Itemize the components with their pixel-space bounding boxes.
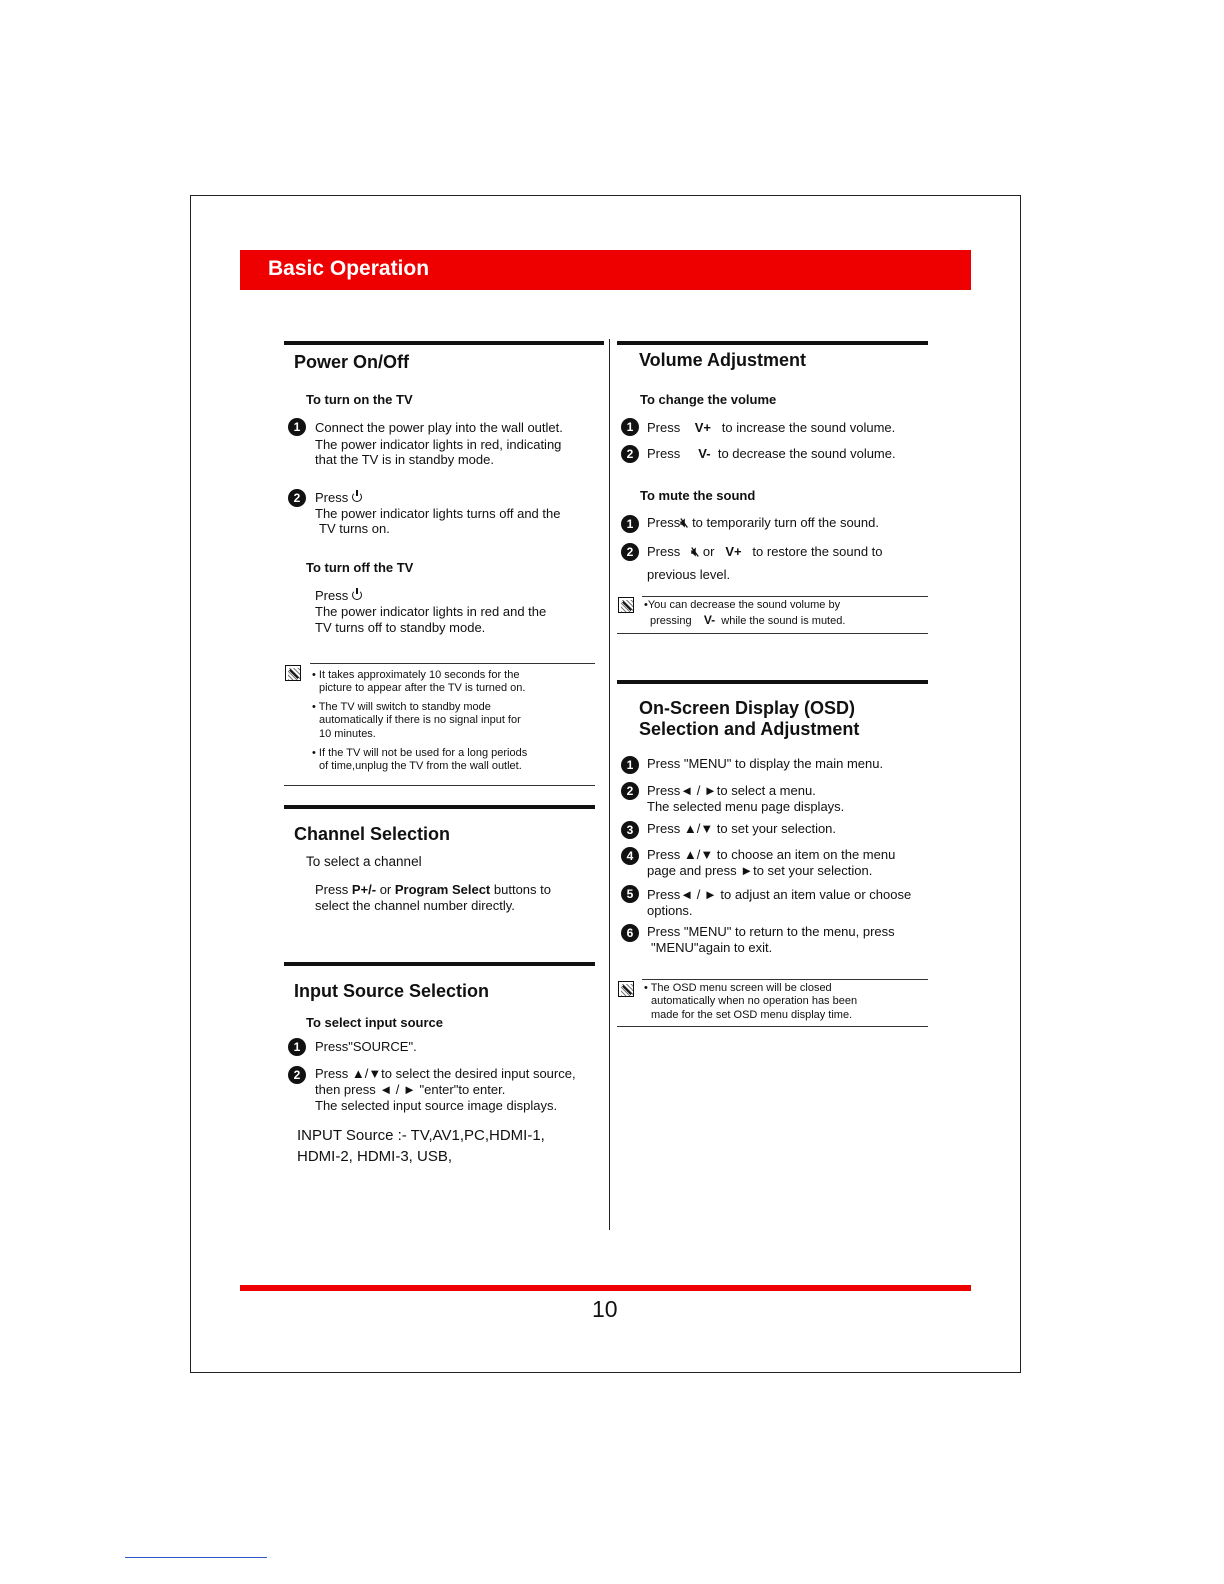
- osd-title-line1: On-Screen Display (OSD): [639, 698, 856, 718]
- v-minus-key: V-: [698, 446, 711, 461]
- mute-icon: 🔇︎: [680, 515, 689, 530]
- input-step2-line3: The selected input source image displays.: [315, 1098, 558, 1113]
- osd-step2-line2: The selected menu page displays.: [647, 799, 845, 814]
- osd-step5-line2: options.: [647, 903, 693, 918]
- note-rule-bottom: [617, 1026, 928, 1027]
- page-number: 10: [592, 1296, 618, 1322]
- mute-step1: Press🔇︎ to temporarily turn off the sound.: [647, 515, 879, 530]
- channel-line1: Press P+/- or Program Select buttons to: [315, 882, 551, 897]
- osd-note-line3: made for the set OSD menu display time.: [651, 1009, 853, 1021]
- channel-subtitle: To select a channel: [306, 854, 422, 869]
- input-step2-line1: Press ▲/▼to select the desired input source,: [315, 1066, 576, 1081]
- input-title: Input Source Selection: [294, 981, 490, 1001]
- step-number-2: 2: [288, 489, 306, 507]
- input-sources-line2: HDMI-2, HDMI-3, USB,: [297, 1148, 453, 1165]
- input-step1: Press"SOURCE".: [315, 1039, 417, 1054]
- power-note2-line3: 10 minutes.: [319, 728, 376, 740]
- step-number-1: 1: [288, 418, 306, 436]
- v-minus-key: V-: [703, 613, 716, 627]
- v-plus-key: V+: [725, 544, 742, 559]
- osd-step4-line1: Press ▲/▼ to choose an item on the menu: [647, 847, 896, 862]
- power-title: Power On/Off: [294, 352, 410, 372]
- step-number-1: 1: [621, 756, 639, 774]
- input-step2-line2: then press ◄ / ► "enter"to enter.: [315, 1082, 506, 1097]
- v-plus-key: V+: [694, 420, 711, 435]
- volume-change-subtitle: To change the volume: [640, 392, 777, 407]
- step-number-2: 2: [621, 445, 639, 463]
- osd-step1: Press "MENU" to display the main menu.: [647, 756, 884, 771]
- step-number-1: 1: [288, 1038, 306, 1056]
- power-note1-line1: • It takes approximately 10 seconds for the: [312, 669, 520, 681]
- power-rule: [284, 341, 604, 345]
- power-on-step2-line2: The power indicator lights turns off and the: [315, 506, 561, 521]
- volume-rule: [617, 341, 928, 345]
- step-number-1: 1: [621, 418, 639, 436]
- input-rule: [284, 962, 595, 966]
- channel-line2: select the channel number directly.: [315, 898, 515, 913]
- power-off-line3: TV turns off to standby mode.: [315, 620, 486, 635]
- section-banner: [240, 250, 971, 290]
- footer-link-underline: [125, 1557, 267, 1558]
- note-pencil-icon: [618, 597, 634, 613]
- power-on-step2-press: Press: [315, 490, 363, 506]
- power-off-line2: The power indicator lights in red and the: [315, 604, 547, 619]
- channel-title: Channel Selection: [294, 824, 451, 844]
- power-on-step2-line3: TV turns on.: [319, 521, 390, 536]
- volume-title: Volume Adjustment: [639, 350, 807, 370]
- step-number-2: 2: [621, 543, 639, 561]
- power-on-subtitle: To turn on the TV: [306, 392, 413, 407]
- volume-note-line1: •You can decrease the sound volume by: [644, 599, 841, 611]
- mute-icon: 🔇︎: [691, 544, 700, 559]
- program-select-key: Program Select: [394, 882, 491, 897]
- power-off-subtitle: To turn off the TV: [306, 560, 414, 575]
- step-number-6: 6: [621, 924, 639, 942]
- step-number-2: 2: [621, 782, 639, 800]
- input-subtitle: To select input source: [306, 1015, 444, 1030]
- note-pencil-icon: [285, 665, 301, 681]
- power-on-step1-line3: that the TV is in standby mode.: [315, 452, 494, 467]
- osd-step2-line1: Press◄ / ►to select a menu.: [647, 783, 816, 798]
- banner-title: Basic Operation: [268, 257, 430, 280]
- step-number-5: 5: [621, 885, 639, 903]
- osd-step5-line1: Press◄ / ► to adjust an item value or choose: [647, 887, 912, 902]
- power-note3-line2: of time,unplug the TV from the wall outlet.: [319, 760, 522, 772]
- volume-note-line2: pressing V- while the sound is muted.: [650, 613, 846, 627]
- step-number-2: 2: [288, 1066, 306, 1084]
- footer-bar: [240, 1285, 971, 1291]
- power-note2-line1: • The TV will switch to standby mode: [312, 701, 491, 713]
- osd-step3: Press ▲/▼ to set your selection.: [647, 821, 837, 836]
- note-rule-top: [642, 596, 928, 597]
- note-rule-bottom: [284, 785, 595, 786]
- note-rule-top: [642, 979, 928, 980]
- power-icon: [351, 491, 363, 503]
- osd-note-line1: • The OSD menu screen will be closed: [644, 982, 832, 994]
- volume-step2: Press V- to decrease the sound volume.: [647, 446, 896, 461]
- power-note3-line1: • If the TV will not be used for a long periods: [312, 747, 528, 759]
- step-number-3: 3: [621, 821, 639, 839]
- power-on-step1-line1: Connect the power play into the wall outlet.: [315, 420, 563, 435]
- input-sources-line1: INPUT Source :- TV,AV1,PC,HDMI-1,: [297, 1127, 545, 1144]
- p-plus-minus-key: P+/-: [351, 882, 377, 897]
- step-number-4: 4: [621, 847, 639, 865]
- mute-step2: Press 🔇︎ or V+ to restore the sound to: [647, 544, 883, 559]
- note-rule-bottom: [617, 633, 928, 634]
- osd-step6-line2: "MENU"again to exit.: [651, 940, 773, 955]
- mute-step2-line2: previous level.: [647, 567, 731, 582]
- note-pencil-icon: [618, 981, 634, 997]
- osd-note-line2: automatically when no operation has been: [651, 995, 858, 1007]
- power-note2-line2: automatically if there is no signal input for: [319, 714, 521, 726]
- power-off-press: Press: [315, 588, 363, 604]
- step-number-1: 1: [621, 515, 639, 533]
- osd-step4-line2: page and press ►to set your selection.: [647, 863, 873, 878]
- volume-mute-subtitle: To mute the sound: [640, 488, 756, 503]
- column-divider: [609, 339, 610, 1230]
- power-on-step1-line2: The power indicator lights in red, indicating: [315, 437, 562, 452]
- osd-title-line2: Selection and Adjustment: [639, 719, 860, 739]
- volume-step1: Press V+ to increase the sound volume.: [647, 420, 896, 435]
- osd-rule: [617, 680, 928, 684]
- power-icon: [351, 589, 363, 601]
- channel-rule: [284, 805, 595, 809]
- power-note1-line2: picture to appear after the TV is turned on.: [319, 682, 526, 694]
- osd-step6-line1: Press "MENU" to return to the menu, press: [647, 924, 895, 939]
- note-rule-top: [310, 663, 595, 664]
